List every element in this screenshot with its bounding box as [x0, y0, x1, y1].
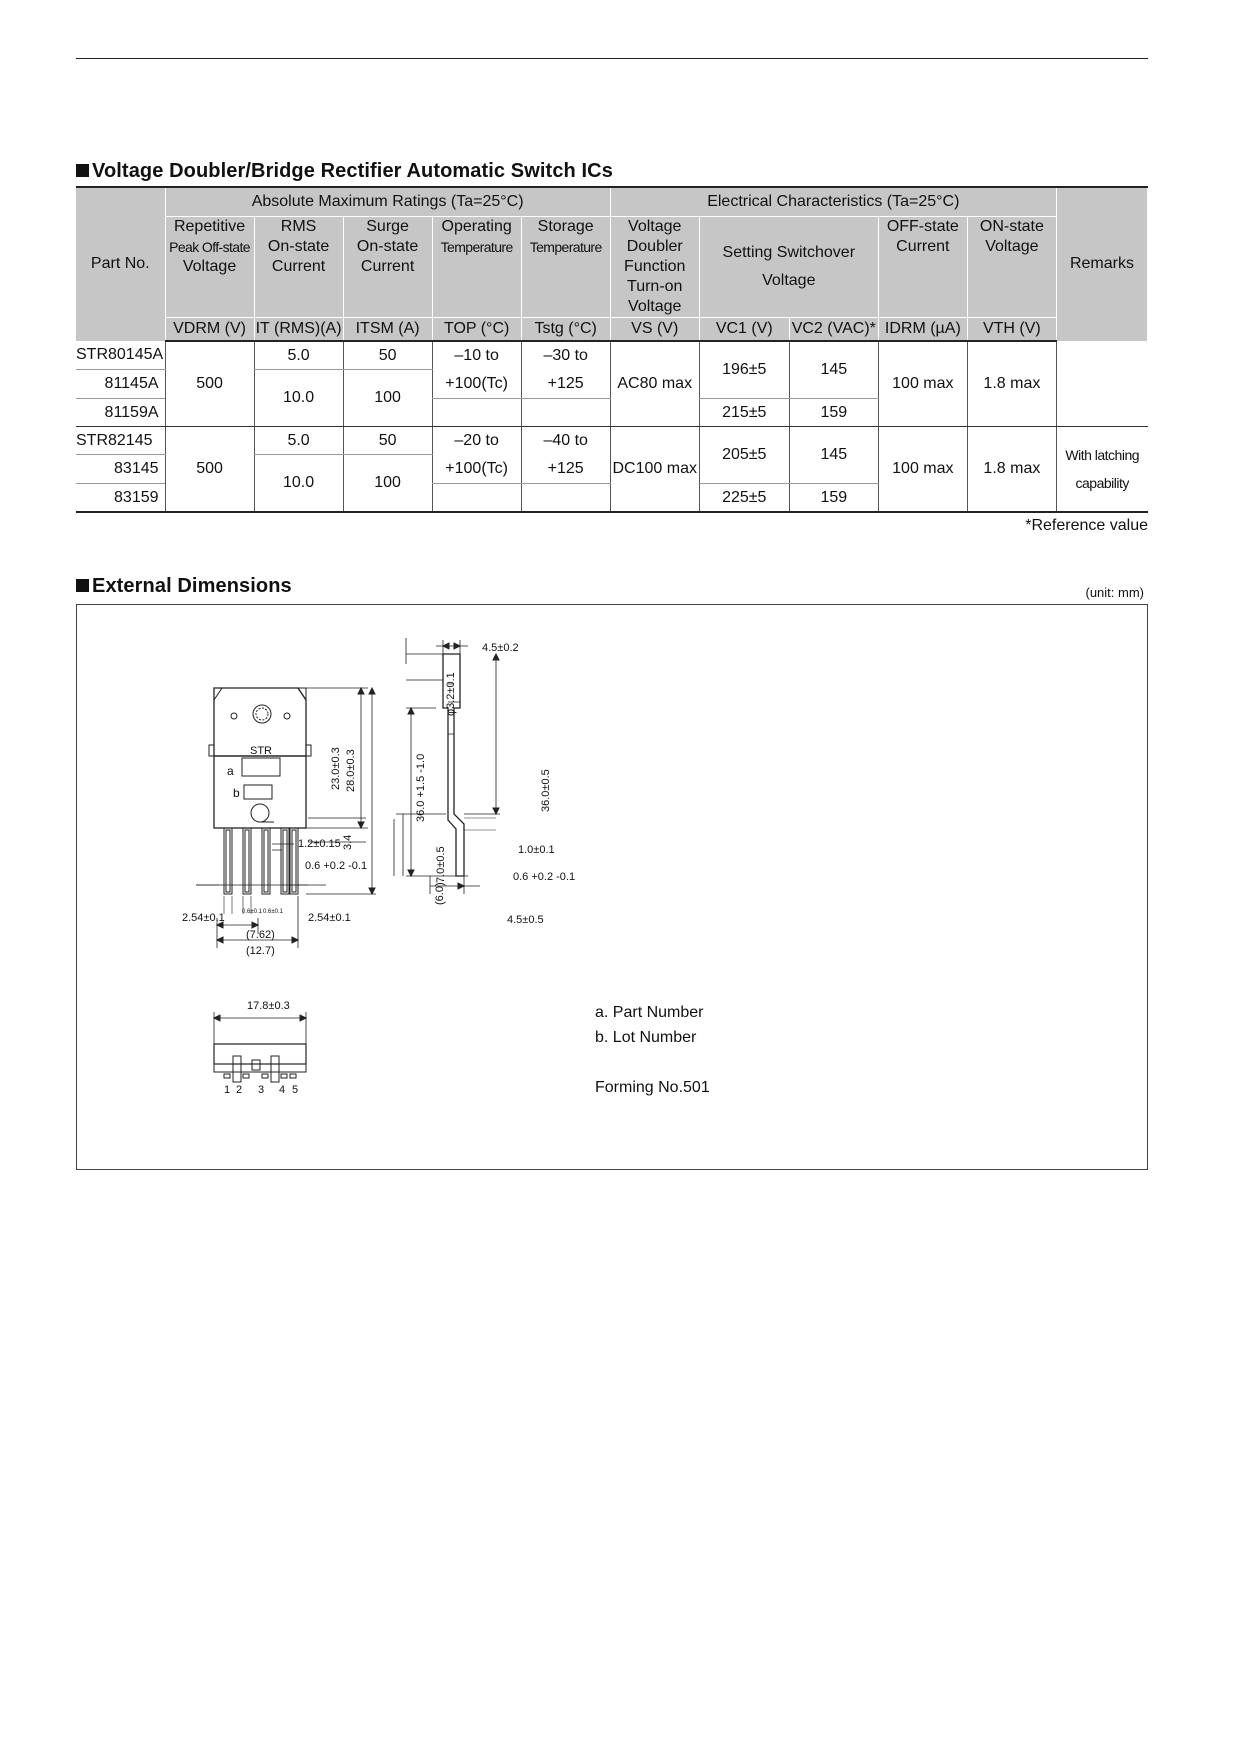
part-number: 81145A — [76, 370, 165, 399]
dim-lead-width-b: 0.6 +0.2 -0.1 — [305, 860, 368, 872]
marking-box-a — [242, 758, 280, 776]
pin-label: 3 — [258, 1084, 265, 1096]
storage-temp-value: –30 to +125 — [521, 341, 610, 399]
dim-bottom-view-width: 17.8±0.3 — [247, 1000, 290, 1012]
pin-label: 2 — [236, 1084, 243, 1096]
spec-table — [76, 186, 1148, 513]
header-storage-temperature: Storage Temperature — [521, 217, 610, 318]
symbol-tstg: Tstg (°C) — [521, 318, 610, 342]
dim-lead-step: 3.4 — [342, 834, 354, 850]
symbol-vc1: VC1 (V) — [699, 318, 789, 342]
legend-part-number: a. Part Number — [595, 1004, 704, 1021]
table-row — [76, 341, 1148, 370]
dim-overall: 36.0 +1.5 -1.0 — [415, 753, 427, 822]
header-repetitive-voltage: Repetitive Peak Off-state Voltage — [165, 217, 254, 318]
header-off-state-current: OFF-state Current — [878, 217, 967, 318]
header-doubler-turn-on-voltage: Voltage Doubler Function Turn-on Voltage — [610, 217, 699, 318]
dim-small-a: 0.6±0.1 — [242, 909, 262, 915]
top-rule — [76, 58, 1148, 59]
pin-label: 5 — [292, 1084, 299, 1096]
symbol-top: TOP (°C) — [432, 318, 521, 342]
front-view-package — [196, 688, 376, 948]
dim-span-inner: (7.62) — [246, 929, 275, 941]
pin-label: 1 — [224, 1084, 231, 1096]
part-number: STR80145A — [76, 341, 165, 370]
header-on-state-voltage: ON-state Voltage — [967, 217, 1056, 318]
header-remarks: Remarks — [1056, 187, 1147, 341]
legend-forming-number: Forming No.501 — [595, 1079, 710, 1096]
vs-value: AC80 max — [610, 341, 699, 427]
vc2-value: 159 — [789, 484, 878, 513]
header-abs-max-ratings: Absolute Maximum Ratings (Ta=25°C) — [165, 187, 610, 217]
part-number: 83145 — [76, 455, 165, 484]
dim-bottom-width: 4.5±0.5 — [507, 914, 544, 926]
symbol-vs: VS (V) — [610, 318, 699, 342]
dim-right-height: 36.0±0.5 — [540, 769, 552, 812]
vc1-value: 205±5 — [699, 427, 789, 484]
part-number: 81159A — [76, 399, 165, 427]
dim-lead-a: 7.0±0.5 — [435, 846, 447, 883]
section-title-text: External Dimensions — [92, 575, 292, 597]
operating-temp-value: –20 to +100(Tc) — [432, 427, 521, 484]
vc2-value: 159 — [789, 399, 878, 427]
vc2-value: 145 — [789, 341, 878, 399]
header-row-names — [76, 217, 1148, 318]
remarks-value: With latching capability — [1056, 427, 1147, 513]
dim-hole: φ3.2±0.1 — [445, 672, 457, 716]
vdrm-value: 500 — [165, 427, 254, 513]
reference-note: *Reference value — [1025, 517, 1148, 534]
bottom-view-package — [214, 1012, 306, 1082]
header-rms-current: RMS On-state Current — [254, 217, 343, 318]
dim-top-width: 4.5±0.2 — [482, 642, 519, 654]
it-value: 10.0 — [254, 455, 343, 513]
operating-temp-blank — [432, 484, 521, 513]
storage-temp-value: –40 to +125 — [521, 427, 610, 484]
symbol-idrm: IDRM (µA) — [878, 318, 967, 342]
dim-lead-thick: 1.0±0.1 — [518, 844, 555, 856]
section-title-text: Voltage Doubler/Bridge Rectifier Automatic Switch ICs — [92, 160, 613, 182]
it-value: 10.0 — [254, 370, 343, 427]
idrm-value: 100 max — [878, 427, 967, 513]
vdrm-value: 500 — [165, 341, 254, 427]
vc2-value: 145 — [789, 427, 878, 484]
itsm-value: 50 — [343, 341, 432, 370]
it-value: 5.0 — [254, 341, 343, 370]
itsm-value: 100 — [343, 370, 432, 427]
symbol-itsm: ITSM (A) — [343, 318, 432, 342]
dim-pitch-right: 2.54±0.1 — [308, 912, 351, 924]
header-row-symbols — [76, 318, 1148, 342]
vth-value: 1.8 max — [967, 427, 1056, 513]
marking-box-b — [244, 785, 272, 799]
symbol-vdrm: VDRM (V) — [165, 318, 254, 342]
legend-lot-number: b. Lot Number — [595, 1029, 697, 1046]
itsm-value: 100 — [343, 455, 432, 513]
header-operating-temperature: Operating Temperature — [432, 217, 521, 318]
unit-label: (unit: mm) — [1085, 585, 1144, 600]
dim-lead-width-a: 1.2±0.15 — [298, 838, 341, 850]
remarks-value — [1056, 341, 1147, 427]
vs-value: DC100 max — [610, 427, 699, 513]
vc1-value: 196±5 — [699, 341, 789, 399]
symbol-vc2: VC2 (VAC)* — [789, 318, 878, 342]
storage-temp-blank — [521, 399, 610, 427]
operating-temp-value: –10 to +100(Tc) — [432, 341, 521, 399]
dim-lead-b: (6.0) — [434, 882, 446, 905]
symbol-vth: VTH (V) — [967, 318, 1056, 342]
header-row-groups — [76, 187, 1148, 217]
storage-temp-blank — [521, 484, 610, 513]
section-title-switch-ics — [76, 160, 613, 183]
it-value: 5.0 — [254, 427, 343, 455]
vc1-value: 225±5 — [699, 484, 789, 513]
idrm-value: 100 max — [878, 341, 967, 427]
square-bullet-icon — [76, 164, 89, 177]
square-bullet-icon — [76, 579, 89, 592]
front-label-a: a — [227, 764, 234, 778]
header-surge-current: Surge On-state Current — [343, 217, 432, 318]
section-title-external-dimensions — [76, 575, 292, 598]
part-number: 83159 — [76, 484, 165, 513]
operating-temp-blank — [432, 399, 521, 427]
front-label-b: b — [233, 786, 240, 800]
itsm-value: 50 — [343, 427, 432, 455]
dim-height-total: 28.0±0.3 — [345, 749, 357, 792]
side-view-package — [394, 638, 500, 894]
vc1-value: 215±5 — [699, 399, 789, 427]
table-row — [76, 427, 1148, 455]
part-number: STR82145 — [76, 427, 165, 455]
front-marking-str: STR — [250, 745, 272, 757]
dim-small-b: 0.6±0.1 — [263, 909, 283, 915]
vth-value: 1.8 max — [967, 341, 1056, 427]
pin-label: 4 — [279, 1084, 286, 1096]
symbol-it-rms: IT (RMS)(A) — [254, 318, 343, 342]
dim-lead-w: 0.6 +0.2 -0.1 — [513, 871, 576, 883]
front-leads — [222, 822, 298, 894]
header-part-no: Part No. — [76, 187, 165, 341]
header-setting-switchover-voltage: Setting Switchover Voltage — [699, 217, 878, 318]
header-electrical-characteristics: Electrical Characteristics (Ta=25°C) — [610, 187, 1056, 217]
dim-height-body: 23.0±0.3 — [330, 747, 342, 790]
dim-span-outer: (12.7) — [246, 945, 275, 957]
dim-pitch-left: 2.54±0.1 — [182, 912, 225, 924]
